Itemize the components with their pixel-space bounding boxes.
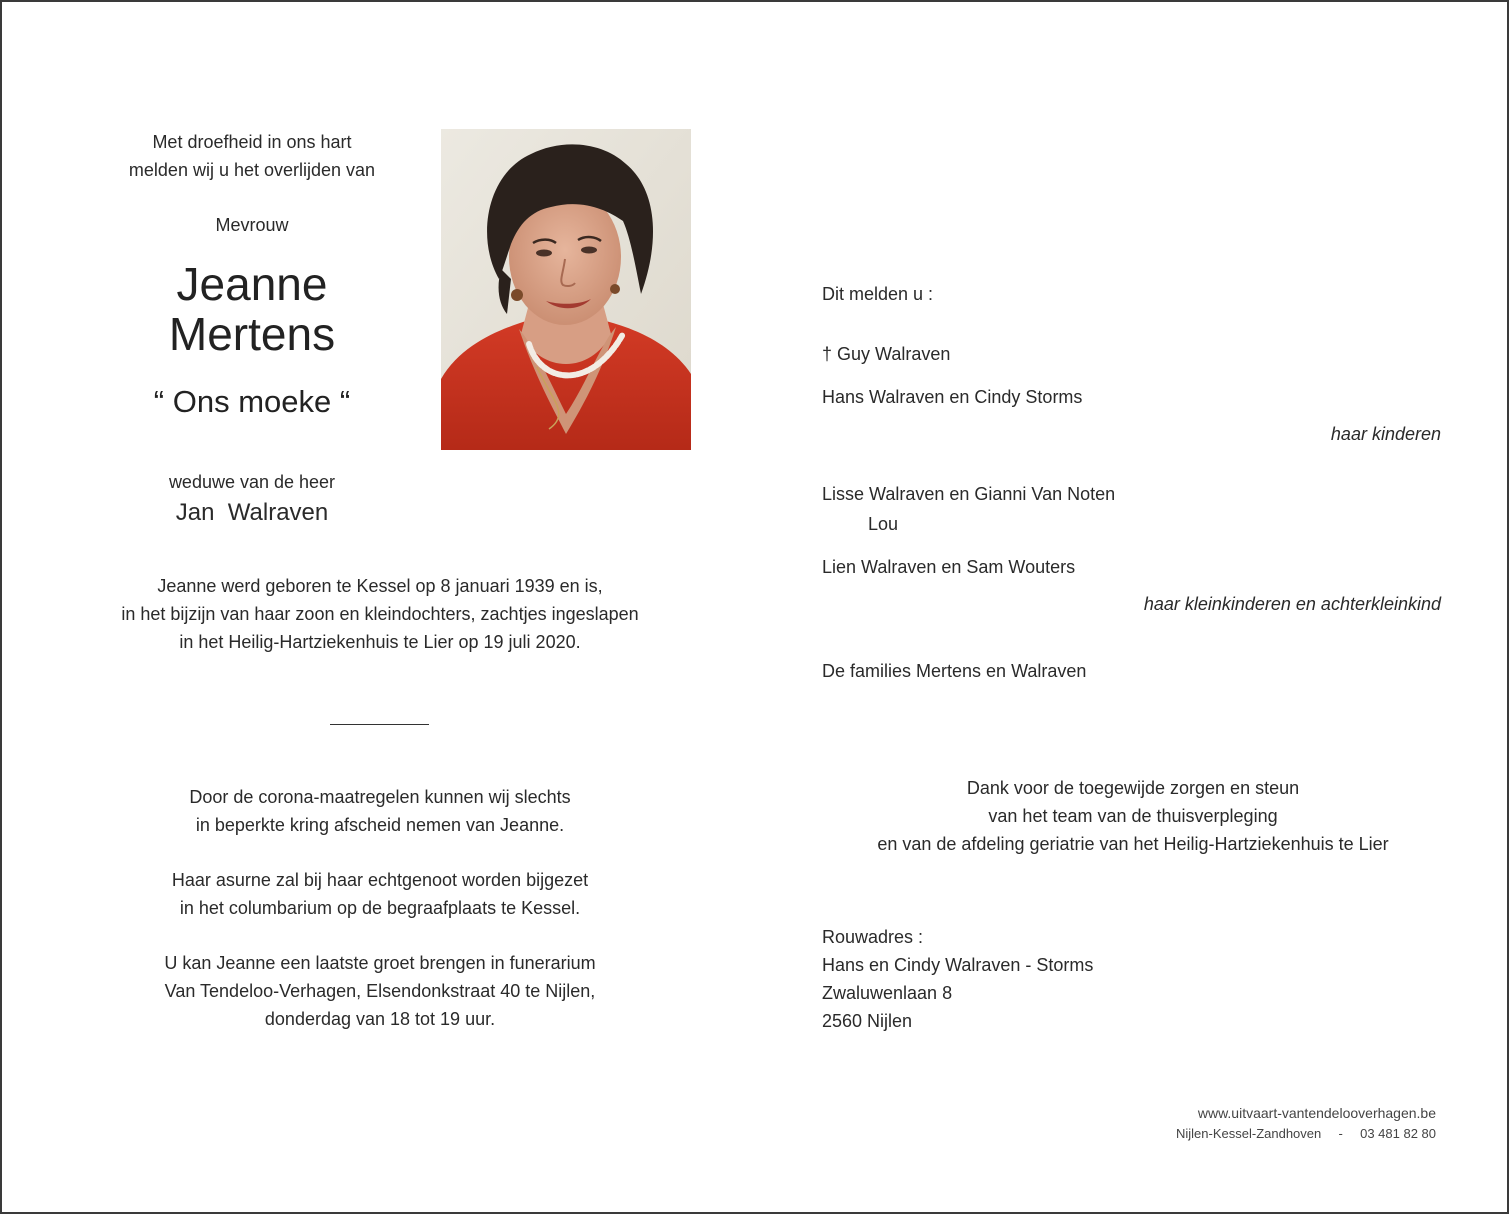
salutation: Mevrouw	[215, 215, 289, 235]
bio-line-1: Jeanne werd geboren te Kessel op 8 januari 1939 en is,	[157, 576, 603, 596]
visitation-line-2: Van Tendeloo-Verhagen, Elsendonkstraat 40 te Nijlen,	[164, 981, 596, 1001]
intro-line-2: melden wij u het overlijden van	[128, 160, 376, 180]
thanks-text	[782, 774, 1484, 858]
visitation-notice	[80, 949, 680, 1033]
urn-line-2: in het columbarium op de begraafplaats te Kessel.	[179, 898, 581, 918]
portrait-photo	[441, 129, 691, 450]
funeral-home-locations: Nijlen-Kessel-Zandhoven	[1176, 1126, 1322, 1141]
divider-line	[330, 724, 429, 725]
child-2: Hans Walraven en Cindy Storms	[822, 387, 1083, 407]
families: De families Mertens en Walraven	[822, 661, 1087, 681]
urn-notice	[80, 866, 680, 922]
funeral-home-website: www.uitvaart-vantendelooverhagen.be	[1197, 1105, 1436, 1121]
address-city: 2560 Nijlen	[822, 1011, 913, 1031]
child-1: † Guy Walraven	[822, 344, 951, 364]
spouse-name: Jan Walraven	[175, 499, 329, 526]
grandchild-1: Lisse Walraven en Gianni Van Noten	[822, 484, 1116, 504]
mourning-address	[822, 923, 1093, 1035]
corona-line-2: in beperkte kring afscheid nemen van Jeanne.	[195, 815, 565, 835]
address-street: Zwaluwenlaan 8	[822, 983, 953, 1003]
thanks-line-1: Dank voor de toegewijde zorgen en steun	[966, 778, 1300, 798]
deceased-name	[102, 259, 402, 359]
address-label: Rouwadres :	[822, 927, 924, 947]
widow-of-label: weduwe van de heer	[168, 472, 336, 492]
thanks-line-2: van het team van de thuisverpleging	[988, 806, 1278, 826]
announcers-intro: Dit melden u :	[822, 284, 934, 304]
visitation-line-3: donderdag van 18 tot 19 uur.	[264, 1009, 496, 1029]
grandchild-2: Lien Walraven en Sam Wouters	[822, 557, 1076, 577]
corona-notice	[80, 783, 680, 839]
bio-line-2: in het bijzijn van haar zoon en kleindochters, zachtjes ingeslapen	[121, 604, 639, 624]
thanks-line-3: en van de afdeling geriatrie van het Heilig-Hartziekenhuis te Lier	[877, 834, 1389, 854]
children-label: haar kinderen	[1330, 424, 1441, 444]
address-names: Hans en Cindy Walraven - Storms	[822, 955, 1094, 975]
visitation-line-1: U kan Jeanne een laatste groet brengen in funerarium	[164, 953, 596, 973]
separator: -	[1338, 1126, 1343, 1141]
last-name: Mertens	[168, 308, 336, 360]
bio-line-3: in het Heilig-Hartziekenhuis te Lier op 19 juli 2020.	[179, 632, 581, 652]
intro-text	[102, 128, 402, 184]
urn-line-1: Haar asurne zal bij haar echtgenoot worden bijgezet	[171, 870, 589, 890]
funeral-home-contact	[1176, 1124, 1436, 1144]
intro-line-1: Met droefheid in ons hart	[152, 132, 352, 152]
corona-line-1: Door de corona-maatregelen kunnen wij slechts	[189, 787, 571, 807]
funeral-home-phone: 03 481 82 80	[1360, 1126, 1436, 1141]
great-grandchild: Lou	[868, 514, 899, 534]
nickname: “ Ons moeke “	[153, 384, 351, 419]
biography	[80, 572, 680, 656]
grandchildren-label: haar kleinkinderen en achterkleinkind	[1143, 594, 1441, 614]
first-name: Jeanne	[176, 258, 328, 310]
